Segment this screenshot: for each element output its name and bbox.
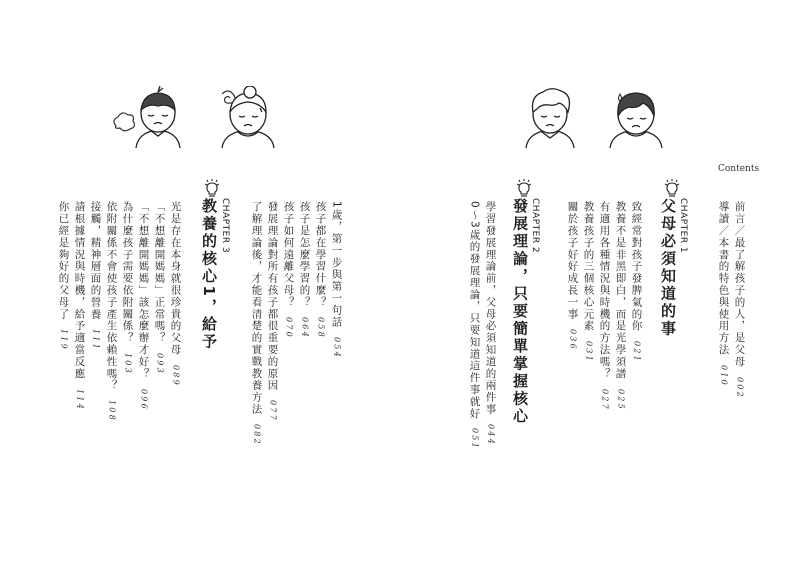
toc-entry[interactable]: [469, 201, 480, 450]
toc-entry-title: 有適用各種情況與時機的方法嗎？: [598, 201, 611, 380]
lightbulb-icon: [515, 178, 533, 198]
toc-entry-page: 103: [123, 352, 133, 375]
toc-entry-title: 為什麼孩子需要依附關係？: [121, 201, 134, 344]
toc-entry[interactable]: [299, 201, 310, 339]
toc-entry[interactable]: [74, 201, 85, 410]
toc-entry-title: 教養不是非黑即白，而是光學須譜: [614, 201, 627, 380]
mother-figure: [222, 86, 274, 148]
toc-entry-title: 「不想離開媽媽」正常嗎？: [153, 201, 166, 344]
toc-entry[interactable]: [599, 201, 610, 410]
toc-entry[interactable]: [631, 201, 642, 363]
toc-entry-title: 1歲，第一步與第一句話: [330, 201, 343, 329]
toc-entry[interactable]: [106, 201, 117, 422]
toc-entry-page: 119: [59, 329, 69, 351]
toc-entry[interactable]: [485, 201, 496, 446]
toc-entry-page: 002: [735, 376, 745, 399]
illustration-boy-and-mother: [110, 86, 300, 148]
chapter-3-number: CHAPTER 3: [220, 198, 230, 254]
contents-label: Contents: [718, 164, 760, 174]
toc-entry-page: 025: [616, 388, 626, 411]
toc-entry-page: 027: [600, 388, 610, 411]
toc-entry[interactable]: [122, 201, 133, 375]
toc-entry-page: 021: [632, 340, 642, 363]
toc-entry-page: 089: [171, 364, 181, 387]
sigh-puff-icon: [114, 113, 135, 131]
toc-entry[interactable]: [154, 201, 165, 375]
lightbulb-icon: [663, 178, 681, 198]
toc-entry-page: 031: [584, 340, 594, 363]
toc-entry-title: 導讀／本書的特色與使用方法: [717, 201, 730, 356]
illustration-father-and-mother: [512, 86, 692, 148]
toc-entry-title: 學習發展理論前，父母必須知道的兩件事: [484, 201, 497, 416]
chapter-2-title: 發展理論，只要簡單掌握核心: [511, 198, 529, 426]
toc-entry-title: 接觸，精神層面的營養: [89, 201, 102, 320]
toc-entry-page: 114: [75, 388, 85, 411]
mother-figure-2: [610, 93, 662, 148]
toc-entry-page: 044: [486, 424, 496, 447]
toc-entry[interactable]: [58, 201, 69, 351]
toc-entry[interactable]: [583, 201, 594, 363]
toc-entry[interactable]: [283, 201, 294, 339]
toc-entry-page: 070: [284, 317, 294, 339]
lightbulb-icon: [203, 178, 221, 198]
toc-entry-title: 致經常對孩子發脾氣的你: [630, 201, 643, 332]
toc-entry-title: 孩子是怎麼學習的？: [298, 201, 311, 309]
toc-entry[interactable]: [615, 201, 626, 410]
chapter-1-number: CHAPTER 1: [678, 198, 688, 254]
toc-entry[interactable]: [251, 201, 262, 446]
toc-entry-title: 教養孩子的三個核心元素: [582, 201, 595, 332]
toc-entry-page: 096: [139, 388, 149, 411]
toc-entry-title: 光是存在本身就很珍貴的父母: [169, 201, 182, 356]
toc-entry-title: 孩子如何遠離父母？: [282, 201, 295, 309]
toc-entry-page: 058: [316, 317, 326, 339]
toc-entry[interactable]: [734, 201, 745, 398]
toc-entry[interactable]: [267, 201, 278, 422]
toc-entry-page: 093: [155, 352, 165, 375]
toc-entry-page: 064: [300, 317, 310, 339]
toc-entry-title: 請根據情況與時機，給予適當反應: [73, 201, 86, 380]
toc-entry-title: 發展理論對所有孩子都很重要的原因: [266, 201, 279, 392]
toc-entry-title: 依附關係不會使孩子產生依賴性嗎？: [105, 201, 118, 392]
toc-entry[interactable]: [170, 201, 181, 387]
chapter-3-title: 教養的核心1，給予: [200, 198, 218, 351]
toc-entry[interactable]: [315, 201, 326, 339]
toc-entry-page: 077: [268, 400, 278, 423]
chapter-1-title: 父母必須知道的事: [659, 198, 677, 338]
toc-entry-title: 你已經是夠好的父母了: [57, 201, 70, 320]
toc-entry-page: 051: [470, 428, 480, 451]
toc-entry-title: 前言／最了解孩子的人，是父母: [733, 201, 746, 368]
toc-entry-title: 了解理論後，才能看清楚的實戰教養方法: [250, 201, 263, 416]
boy-figure: [136, 86, 180, 148]
toc-entry-page: 111: [91, 329, 101, 351]
chapter-2-number: CHAPTER 2: [530, 198, 540, 254]
toc-entry[interactable]: [138, 201, 149, 410]
toc-entry[interactable]: [331, 201, 342, 359]
toc-entry-page: 082: [252, 424, 262, 447]
toc-entry[interactable]: [718, 201, 729, 387]
toc-entry[interactable]: [567, 201, 578, 351]
toc-entry-page: 108: [107, 400, 117, 423]
toc-entry-title: 「不想離開媽媽」該怎麼辦才好？: [137, 201, 150, 380]
toc-entry-page: 010: [719, 364, 729, 387]
right-page: [400, 0, 800, 571]
toc-entry[interactable]: [90, 201, 101, 351]
toc-entry-title: 0～3歲的發展理論，只要知道這件事就好: [468, 201, 481, 420]
toc-entry-title: 關於孩子好好成長一事: [566, 201, 579, 320]
toc-entry-page: 054: [332, 337, 342, 359]
toc-entry-title: 孩子都在學習什麼？: [314, 201, 327, 309]
father-figure: [526, 89, 574, 148]
toc-entry-page: 036: [568, 329, 578, 351]
